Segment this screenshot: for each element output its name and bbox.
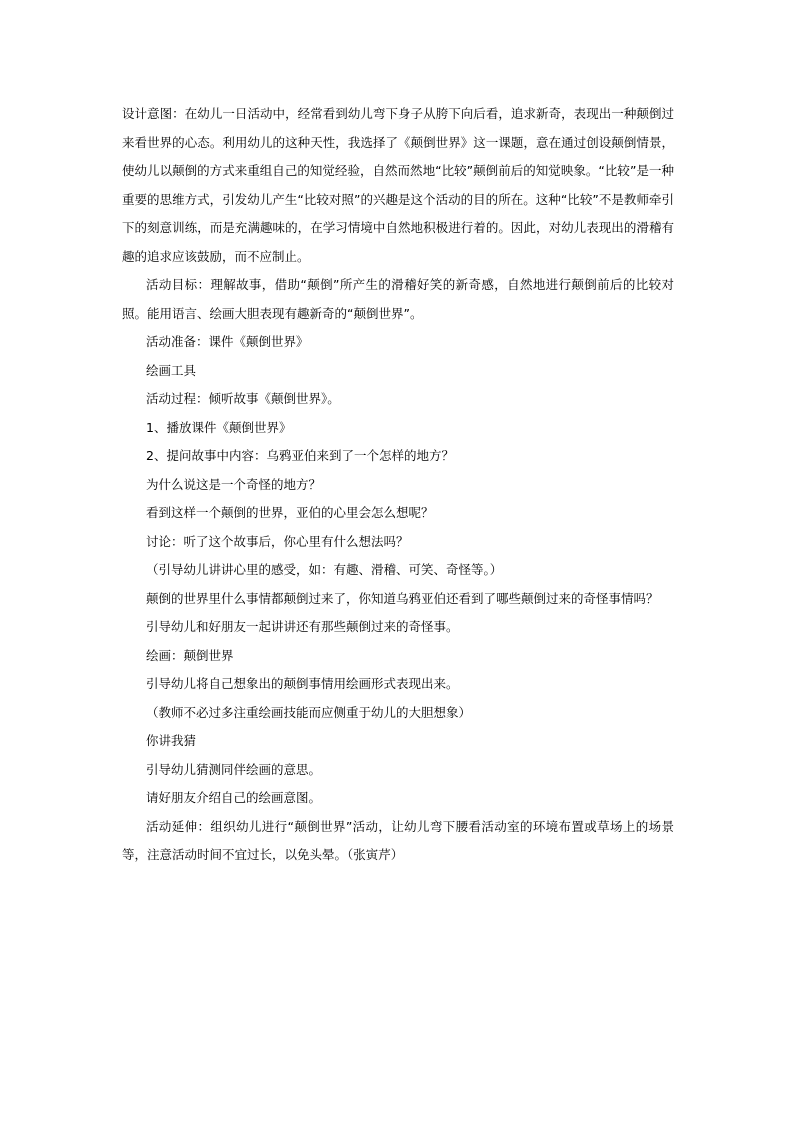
paragraph-you-say-i-guess: 你讲我猜 bbox=[146, 733, 197, 748]
paragraph-question-strange-place: 为什么说这是一个奇怪的地方？ bbox=[146, 476, 322, 492]
paragraph-design-intent: 设计意图：在幼儿一日活动中，经常看到幼儿弯下身子从胯下向后看，追求新奇，表现出一种颠倒过来看世界的心态。利用幼儿的这种天性，我选择了《颠倒世界》这一课题，意在通过创设颠倒情景，使幼儿以颠倒的方式来重组自己的知觉经验，自然而然地“比较”颠倒前后的知觉映象。“比较”是一种重要的思维方式，引发幼儿产生“比较对照”的兴趣是这个活动的目的所在。这种“比较”不是教师牵引下的刻意训练，而是充满趣味的，在学习情境中自然地积极进行着的。因此，对幼儿表现出的滑稽有趣的追求应该鼓励，而不应制止。 bbox=[122, 106, 674, 264]
paragraph-guide-drawing: 引导幼儿将自己想象出的颠倒事情用绘画形式表现出来。 bbox=[146, 676, 459, 691]
paragraph-introduce-drawing: 请好朋友介绍自己的绘画意图。 bbox=[146, 790, 322, 805]
paragraph-step-2: 2、提问故事中内容：乌鸦亚伯来到了一个怎样的地方？ bbox=[146, 448, 454, 463]
paragraph-activity-extension: 活动延伸：组织幼儿进行“颠倒世界”活动，让幼儿弯下腰看活动室的环境布置或草场上的场景等，注意活动时间不宜过长，以免头晕。（张寅芹） bbox=[122, 818, 674, 862]
paragraph-drawing-tools: 绘画工具 bbox=[146, 362, 197, 378]
paragraph-question-abel-thoughts: 看到这样一个颠倒的世界，亚伯的心里会怎么想呢？ bbox=[146, 505, 434, 520]
paragraph-activity-preparation: 活动准备：课件《颠倒世界》 bbox=[146, 334, 309, 349]
document-body bbox=[122, 100, 674, 870]
paragraph-question-upside-down-things: 颠倒的世界里什么事情都颠倒过来了，你知道乌鸦亚伯还看到了哪些颠倒过来的奇怪事情吗？ bbox=[146, 590, 659, 606]
paragraph-drawing-title: 绘画：颠倒世界 bbox=[146, 647, 234, 663]
paragraph-discussion: 讨论：听了这个故事后，你心里有什么想法吗？ bbox=[146, 533, 409, 549]
paragraph-guide-guess: 引导幼儿猜测同伴绘画的意思。 bbox=[146, 761, 322, 777]
paragraph-guide-feelings: （引导幼儿讲讲心里的感受，如：有趣、滑稽、可笑、奇怪等。） bbox=[146, 562, 503, 577]
paragraph-activity-process: 活动过程：倾听故事《颠倒世界》。 bbox=[146, 391, 340, 406]
paragraph-teacher-note: （教师不必过多注重绘画技能而应侧重于幼儿的大胆想象） bbox=[146, 704, 472, 720]
paragraph-step-1: 1、播放课件《颠倒世界》 bbox=[146, 419, 292, 435]
paragraph-guide-friends-talk: 引导幼儿和好朋友一起讲讲还有那些颠倒过来的奇怪事。 bbox=[146, 619, 459, 634]
paragraph-activity-goal: 活动目标：理解故事，借助“颠倒”所产生的滑稽好笑的新奇感，自然地进行颠倒前后的比较对照。能用语言、绘画大胆表现有趣新奇的“颠倒世界”。 bbox=[122, 277, 674, 321]
